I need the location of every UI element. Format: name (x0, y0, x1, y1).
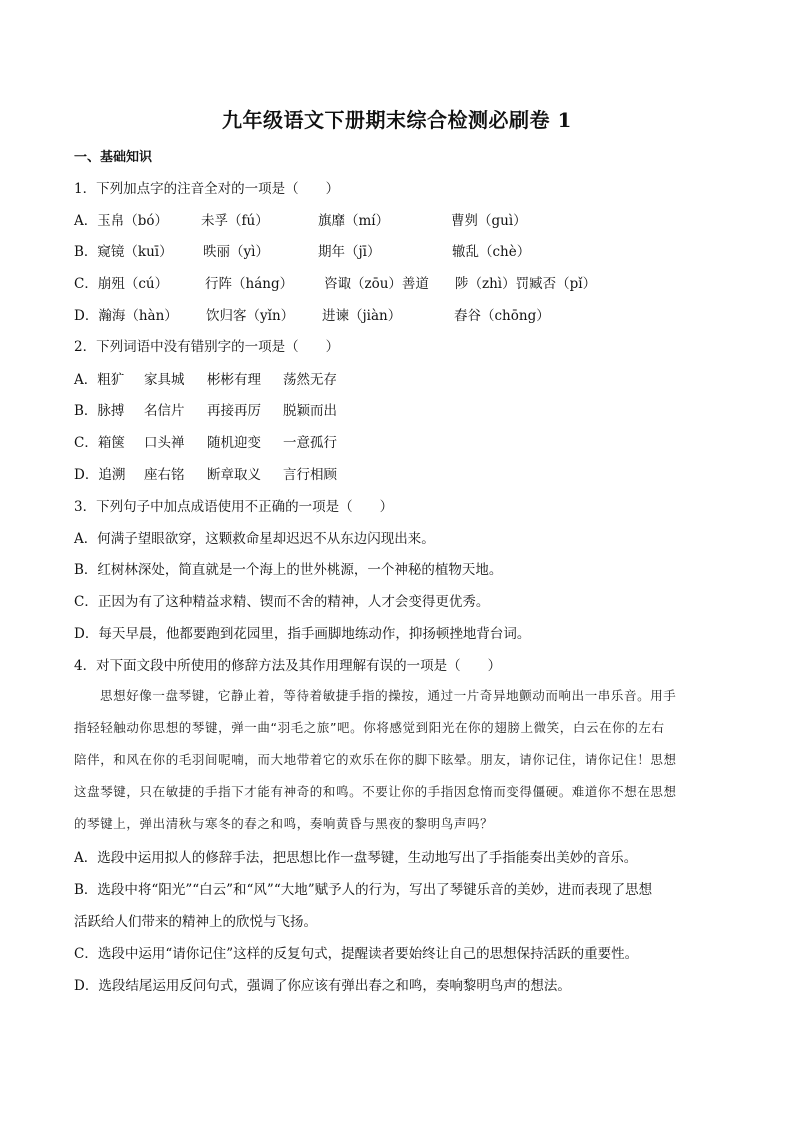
q3-option-a: A．何满子望眼欲穿，这颗救命星却迟迟不从东边闪现出来。 (74, 531, 435, 547)
q2-option-a-item-4: 荡然无存 (283, 372, 337, 388)
q1-option-d-item-2: 饮归客（yǐn） (206, 308, 295, 324)
q4-option-c: C．选段中运用“请你记住”这样的反复句式，提醒读者要始终让自己的思想保持活跃的重要性。 (74, 946, 639, 962)
q2-option-c-item-4: 一意孤行 (283, 435, 337, 451)
q1-option-b-item-2: 昳丽（yì） (203, 244, 269, 260)
q1-option-c-item-2: 行阵（háng） (205, 276, 294, 292)
q3-option-b: B．红树林深处，简直就是一个海上的世外桃源，一个神秘的植物天地。 (74, 562, 503, 578)
q4-option-a: A．选段中运用拟人的修辞手法，把思想比作一盘琴键，生动地写出了手指能奏出美妙的音乐。 (74, 850, 638, 866)
q4-option-b-continued: 活跃给人们带来的精神上的欣悦与飞扬。 (74, 914, 317, 930)
q2-option-b-item-3: 再接再厉 (207, 403, 261, 419)
q2-option-a-item-2: 家具城 (144, 372, 185, 388)
q1-option-b-item-1: B．窥镜（kuī） (74, 244, 173, 260)
q1-option-a-item-4: 曹刿（guì） (451, 213, 527, 229)
q1-option-c-item-1: C．崩殂（cú） (74, 276, 169, 292)
q2-option-d-item-3: 断章取义 (207, 467, 261, 483)
q4-option-b: B．选段中将“阳光”“白云”和“风”“大地”赋予人的行为，写出了琴键乐音的美妙，进而表现了思想 (74, 882, 653, 898)
question-1-stem: 1．下列加点字的注音全对的一项是（ ） (74, 181, 340, 197)
q1-option-b-item-4: 辙乱（chè） (452, 244, 531, 260)
q2-option-c-item-2: 口头禅 (144, 435, 185, 451)
q1-option-a-item-2: 未孚（fú） (201, 213, 269, 229)
q1-option-a-item-3: 旗靡（mí） (318, 213, 390, 229)
q3-option-d: D．每天早晨，他都要跑到花园里，指手画脚地练动作，抑扬顿挫地背台词。 (74, 626, 531, 642)
q2-option-d-item-2: 座右铭 (144, 467, 185, 483)
q3-option-c: C．正因为有了这种精益求精、锲而不舍的精神，人才会变得更优秀。 (74, 594, 490, 610)
q2-option-a-item-1: A．粗犷 (74, 372, 125, 388)
passage-line: 这盘琴键，只在敏捷的手指下才能有神奇的和鸣。不要让你的手指因怠惰而变得僵硬。难道你不想在思想 (74, 784, 677, 799)
page-title: 九年级语文下册期末综合检测必刷卷 1 (222, 108, 572, 132)
q2-option-b-item-1: B．脉搏 (74, 403, 125, 419)
question-4-stem: 4．对下面文段中所使用的修辞方法及其作用理解有误的一项是（ ） (74, 658, 502, 674)
passage-line: 陪伴，和风在你的毛羽间呢喃，而大地带着它的欢乐在你的脚下眩晕。朋友，请你记住，请你记住！思想 (74, 752, 677, 767)
passage-line: 的琴键上，弹出清秋与寒冬的春之和鸣，奏响黄昏与黑夜的黎明鸟声吗？ (74, 816, 494, 831)
q2-option-b-item-4: 脱颖而出 (283, 403, 337, 419)
passage-line: 思想好像一盘琴键，它静止着，等待着敏捷手指的操按，通过一片奇异地颤动而响出一串乐音。用手 (100, 688, 677, 703)
q1-option-a-item-1: A．玉帛（bó） (74, 213, 169, 229)
q4-option-d: D．选段结尾运用反问句式，强调了你应该有弹出春之和鸣，奏响黎明鸟声的想法。 (74, 978, 571, 994)
q1-option-b-item-3: 期年（jī） (318, 244, 381, 260)
q2-option-b-item-2: 名信片 (144, 403, 185, 419)
q2-option-a-item-3: 彬彬有理 (207, 372, 261, 388)
q1-option-d-item-4: 舂谷（chōng） (454, 308, 550, 324)
q2-option-c-item-3: 随机迎变 (207, 435, 261, 451)
section-heading: 一、基础知识 (74, 150, 153, 165)
q1-option-d-item-1: D．瀚海（hàn） (74, 308, 178, 324)
q1-option-c-item-4: 陟（zhì）罚臧否（pǐ） (455, 276, 597, 292)
q1-option-c-item-3: 咨诹（zōu）善道 (324, 276, 429, 292)
q2-option-d-item-4: 言行相顾 (283, 467, 337, 483)
passage-line: 指轻轻触动你思想的琴键，弹一曲“羽毛之旅”吧。你将感觉到阳光在你的翅膀上微笑，白云在你的左右 (74, 720, 665, 735)
question-2-stem: 2．下列词语中没有错别字的一项是（ ） (74, 339, 340, 355)
q1-option-d-item-3: 进谏（jiàn） (322, 308, 402, 324)
q2-option-d-item-1: D．追溯 (74, 467, 126, 483)
question-3-stem: 3．下列句子中加点成语使用不正确的一项是（ ） (74, 499, 394, 515)
q2-option-c-item-1: C．箱箧 (74, 435, 125, 451)
